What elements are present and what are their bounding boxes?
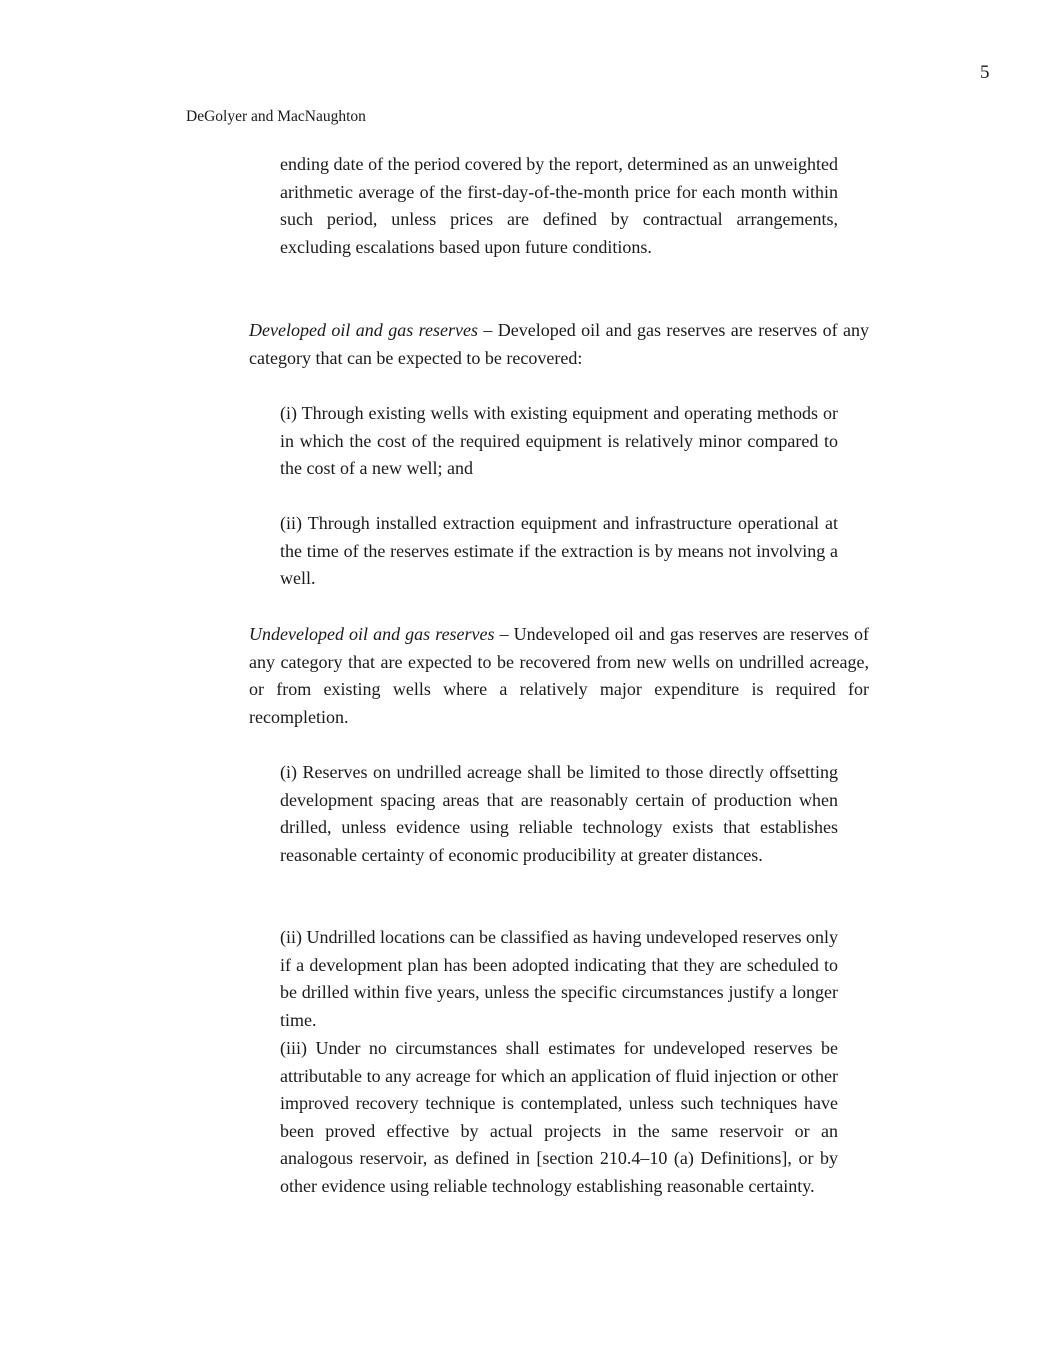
- undeveloped-reserves-definition: – Undeveloped oil and gas reserves are reserves of any category that are expected to be recovered from new wells on undrilled acreage, or from existing wells where a relatively major expenditure is required for recompletion.: [249, 624, 869, 727]
- developed-reserves-definition: – Developed oil and gas reserves are reserves of any category that can be expected to be recovered:: [249, 320, 869, 368]
- undeveloped-item-iii: (iii) Under no circumstances shall estimates for undeveloped reserves be attributable to any acreage for which an application of fluid injection or other improved recovery technique is contemplated, unless such techniques have been proved effective by actual projects in the same reservoir or an analogous reservoir, as defined in [section 210.4–10 (a) Definitions], or by other evidence using reliable technology establishing reasonable certainty.: [280, 1038, 838, 1196]
- intro-continuation-paragraph: ending date of the period covered by the report, determined as an unweighted arithmetic average of the first-day-of-the-month price for each month within such period, unless prices are defined by contractual arrangements, excluding escalations based upon future conditions.: [280, 154, 838, 257]
- developed-reserves-paragraph: [249, 317, 869, 372]
- undeveloped-item-ii: (ii) Undrilled locations can be classified as having undeveloped reserves only if a development plan has been adopted indicating that they are scheduled to be drilled within five years, unless the specific circumstances justify a longer time.: [280, 927, 838, 1030]
- undeveloped-reserves-term: Undeveloped oil and gas reserves: [249, 624, 495, 644]
- developed-item-i: (i) Through existing wells with existing equipment and operating methods or in which the cost of the required equipment is relatively minor compared to the cost of a new well; and: [280, 403, 838, 479]
- page-number: 5: [980, 62, 990, 83]
- running-header: DeGolyer and MacNaughton: [186, 108, 366, 125]
- developed-item-ii: (ii) Through installed extraction equipment and infrastructure operational at the time of the reserves estimate if the extraction is by means not involving a well.: [280, 513, 838, 589]
- developed-reserves-term: Developed oil and gas reserves: [249, 320, 478, 340]
- undeveloped-item-i: (i) Reserves on undrilled acreage shall be limited to those directly offsetting development spacing areas that are reasonably certain of production when drilled, unless evidence using reliable technology exists that establishes reasonable certainty of economic producibility at greater distances.: [280, 762, 838, 865]
- undeveloped-reserves-paragraph: [249, 621, 869, 731]
